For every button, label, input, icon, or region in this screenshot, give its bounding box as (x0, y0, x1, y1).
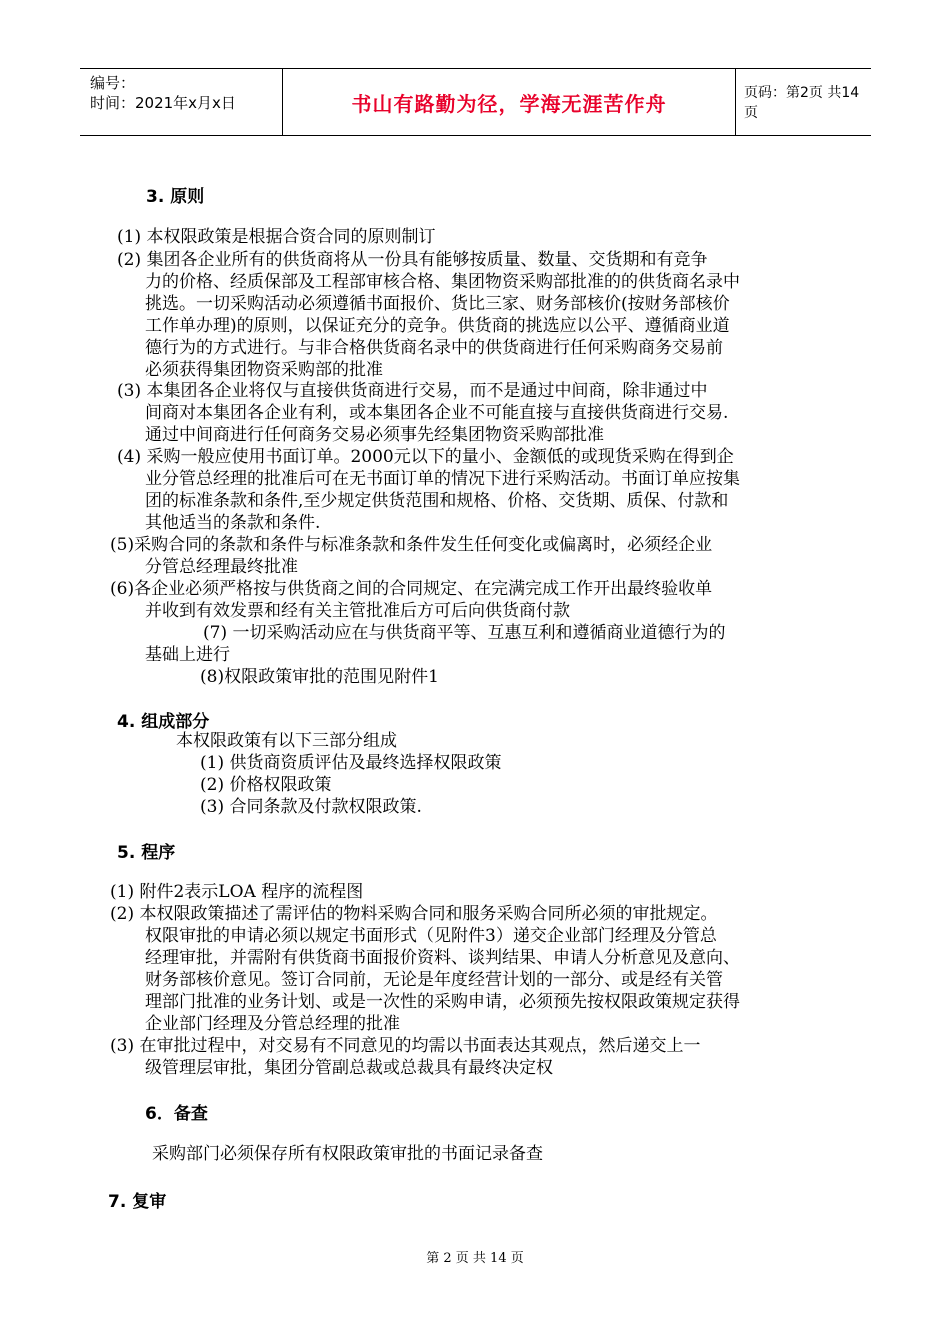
text-line: 业分管总经理的批准后可在无书面订单的情况下进行采购活动。书面订单应按集 (145, 469, 740, 489)
text-line: (1) 附件2表示LOA 程序的流程图 (110, 882, 364, 902)
text-line: (2) 集团各企业所有的供货商将从一份具有能够按质量、数量、交货期和有竞争 (117, 250, 708, 270)
text-line: 德行为的方式进行。与非合格供货商名录中的供货商进行任何采购商务交易前 (145, 338, 723, 358)
text-line: 力的价格、经质保部及工程部审核合格、集团物资采购部批准的的供货商名录中 (145, 272, 740, 292)
text-line: 级管理层审批，集团分管副总裁或总裁具有最终决定权 (145, 1058, 553, 1078)
number-label: 编号： (90, 74, 136, 92)
section-3-title: 3. 原则 (146, 187, 205, 207)
text-line: (5)采购合同的条款和条件与标准条款和条件发生任何变化或偏离时，必须经企业 (110, 535, 713, 555)
header-page-label: 页码：第2页 共14页 (744, 85, 860, 121)
text-line: (7) 一切采购活动应在与供货商平等、互惠互利和遵循商业道德行为的 (203, 623, 726, 643)
text-line: (3) 合同条款及付款权限政策. (200, 797, 422, 817)
text-line: (1) 供货商资质评估及最终选择权限政策 (200, 753, 502, 773)
text-line: 采购部门必须保存所有权限政策审批的书面记录备查 (152, 1144, 543, 1164)
text-line: 分管总经理最终批准 (145, 557, 298, 577)
text-line: 经理审批，并需附有供货商书面报价资料、谈判结果、申请人分析意见及意向、 (145, 948, 740, 968)
text-line: (3) 本集团各企业将仅与直接供货商进行交易，而不是通过中间商，除非通过中 (117, 381, 708, 401)
header-motto: 书山有路勤为径，学海无涯苦作舟 (283, 69, 736, 135)
text-line: (2) 价格权限政策 (200, 775, 332, 795)
text-line: 并收到有效发票和经有关主管批准后方可后向供货商付款 (145, 601, 570, 621)
text-line: 本权限政策有以下三部分组成 (176, 731, 397, 751)
header-meta (80, 69, 283, 135)
section-6-title: 6．备查 (145, 1104, 208, 1124)
section-4-title: 4. 组成部分 (117, 712, 210, 732)
page-footer: 第 2 页 共 14 页 (426, 1251, 524, 1266)
text-line: 间商对本集团各企业有利，或本集团各企业不可能直接与直接供货商进行交易. (145, 403, 729, 423)
text-line: 基础上进行 (145, 645, 230, 665)
page-header (80, 68, 871, 136)
text-line: (8)权限政策审批的范围见附件1 (200, 667, 439, 687)
text-line: 理部门批准的业务计划、或是一次性的采购申请，必须预先按权限政策规定获得 (145, 992, 740, 1012)
text-line: 通过中间商进行任何商务交易必须事先经集团物资采购部批准 (145, 425, 604, 445)
text-line: (6)各企业必须严格按与供货商之间的合同规定、在完满完成工作开出最终验收单 (110, 579, 713, 599)
section-7-title: 7. 复审 (108, 1192, 167, 1212)
text-line: 权限审批的申请必须以规定书面形式（见附件3）递交企业部门经理及分管总 (145, 926, 717, 946)
time-label: 时间：2021年x月x日 (90, 94, 236, 112)
text-line: 工作单办理)的原则，以保证充分的竞争。供货商的挑选应以公平、遵循商业道 (145, 316, 730, 336)
text-line: 财务部核价意见。签订合同前，无论是年度经营计划的一部分、或是经有关管 (145, 970, 723, 990)
text-line: 企业部门经理及分管总经理的批准 (145, 1014, 400, 1034)
section-5-title: 5. 程序 (117, 843, 176, 863)
text-line: (1) 本权限政策是根据合资合同的原则制订 (117, 227, 436, 247)
text-line: (2) 本权限政策描述了需评估的物料采购合同和服务采购合同所必须的审批规定。 (110, 904, 718, 924)
text-line: (4) 采购一般应使用书面订单。2000元以下的量小、金额低的或现货采购在得到企 (117, 447, 734, 467)
text-line: 团的标准条款和条件,至少规定供货范围和规格、价格、交货期、质保、付款和 (145, 491, 729, 511)
text-line: 挑选。一切采购活动必须遵循书面报价、货比三家、财务部核价(按财务部核价 (145, 294, 730, 314)
text-line: 必须获得集团物资采购部的批准 (145, 360, 383, 380)
text-line: (3) 在审批过程中，对交易有不同意见的均需以书面表达其观点，然后递交上一 (110, 1036, 701, 1056)
text-line: 其他适当的条款和条件. (145, 513, 321, 533)
